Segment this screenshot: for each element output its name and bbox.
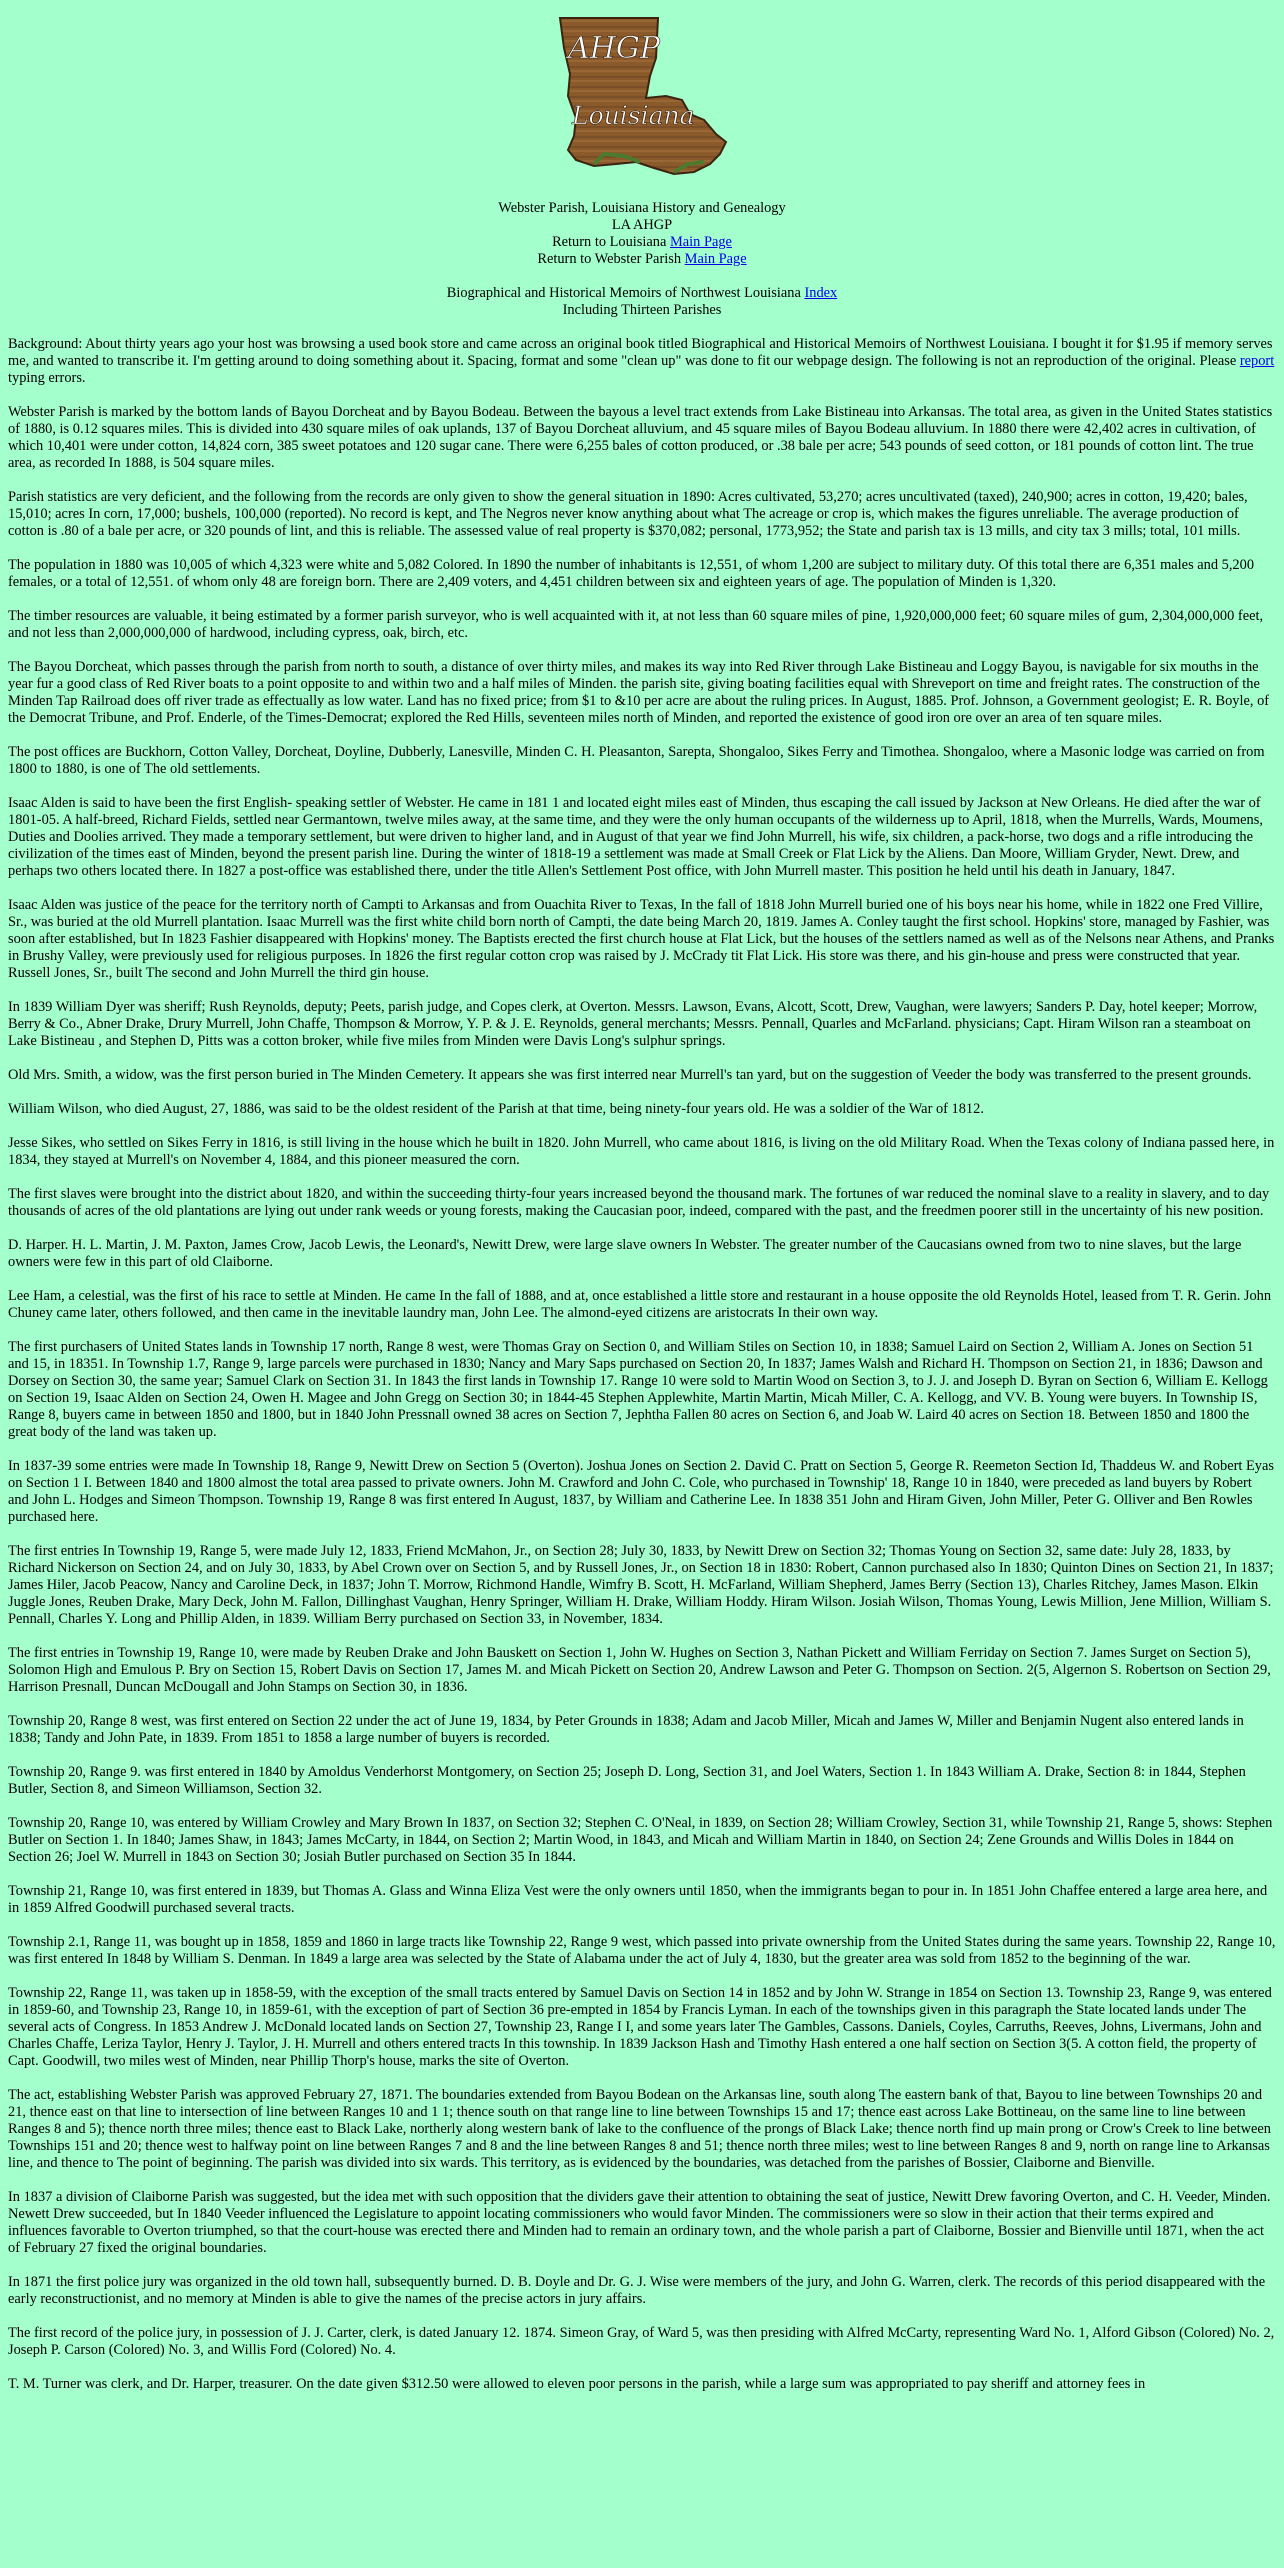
louisiana-main-page-link[interactable]: Main Page (669, 234, 732, 250)
page-title: Webster Parish, Louisiana History and Genealogy (498, 200, 786, 216)
article-paragraph: The first record of the police jury, in possession of J. J. Carter, clerk, is dated January 12. 1874. Simeon Gray, of Ward 5, was then presiding with Alfred McCarty, representing Ward No. 1, Alford Gibson (Colored) No. 2, Joseph P. Carson (Colored) No. 3, and Willis Ford (Colored) No. 4. (8, 2325, 1275, 2358)
louisiana-ahgp-logo (554, 14, 730, 176)
memoir-header (8, 285, 1276, 319)
webster-main-page-link[interactable]: Main Page (684, 251, 747, 267)
article-paragraph: The act, establishing Webster Parish was approved February 27, 1871. The boundaries extended from Bayou Bodean on the Arkansas line, south along The eastern bank of that, Bayou to line between Townships 20 and 21, thence east on that line to intersection of line between Ranges 10 and 1 1; thence south on that range line to line between Townships 15 and 17; thence east across Lake Bottineau, on the same line to line between Ranges 8 and 5); thence north three miles; thence east to Black Lake, northerly along western bank of lake to the confluence of the prongs of Black Lake; thence north find up main prong or Crow's Creek to line between Townships 151 and 20; thence west to halfway point on line between Ranges 7 and 8 and the line between Ranges 8 and 51; thence north three miles; west to line between Ranges 8 and 9, north on range line to Arkansas line, and thence to The point of beginning. The parish was divided into six wards. This territory, as is evidenced by the boundaries, was detached from the parishes of Bossier, Claiborne and Bienville. (8, 2087, 1271, 2171)
article-paragraph: In 1871 the first police jury was organized in the old town hall, subsequently burned. D. B. Doyle and Dr. G. J. Wise were members of the jury, and John G. Warren, clerk. The records of this period disappeared with the early reconstructionist, and no memory at Minden is able to give the names of the precise actors in jury affairs. (8, 2274, 1266, 2307)
memoir-subtitle: Including Thirteen Parishes (562, 302, 722, 318)
article-paragraph: The first purchasers of United States lands in Township 17 north, Range 8 west, were Thomas Gray on Section 0, and William Stiles on Section 10, in 1838; Samuel Laird on Section 2, William A. Jones on Section 51 and 15, in 18351. In Township 1.7, Range 9, large parcels were purchased in 1830; Nancy and Mary Saps purchased on Section 20, In 1837; James Walsh and Richard H. Thompson on Section 21, in 1836; Dawson and Dorsey on Section 30, the same year; Samuel Clark on Section 31. In 1843 the first lands in Township 17. Range 10 were sold to Martin Wood on Section 3, to J. J. and Joseph D. Byran on Section 6, William E. Kellogg on Section 19, Isaac Alden on Section 24, Owen H. Magee and John Gregg on Section 30; in 1844-45 Stephen Applewhite, Martin Martin, Micah Miller, C. A. Kellogg, and VV. B. Young were buyers. In Township IS, Range 8, buyers came in between 1850 and 1800, but in 1840 John Pressnall owned 38 acres on Section 7, Jephtha Fallen 80 acres on Section 6, and Joab W. Laird 40 acres on Section 18. Between 1850 and 1800 the great body of the land was taken up. (8, 1339, 1268, 1440)
return-webster-line (8, 251, 1276, 268)
article-paragraph: William Wilson, who died August, 27, 1886, was said to be the oldest resident of the Parish at that time, being ninety-four years old. He was a soldier of the War of 1812. (8, 1101, 984, 1117)
return-louisiana-text: Return to Louisiana (552, 234, 667, 250)
article-paragraph: The post offices are Buckhorn, Cotton Valley, Dorcheat, Doyline, Dubberly, Lanesville, Minden C. H. Pleasanton, Sarepta, Shongaloo, Sikes Ferry and Timothea. Shongaloo, where a Masonic lodge was carried on from 1800 to 1880, is one of The old settlements. (8, 744, 1265, 777)
article-paragraph: Township 21, Range 10, was first entered in 1839, but Thomas A. Glass and Winna Eliza Vest were the only owners until 1850, when the immigrants began to pour in. In 1851 John Chaffee entered a large area here, and in 1859 Alfred Goodwill purchased several tracts. (8, 1883, 1268, 1916)
article-paragraph: D. Harper. H. L. Martin, J. M. Paxton, James Crow, Jacob Lewis, the Leonard's, Newitt Drew, were large slave owners In Webster. The greater number of the Caucasians owned from two to nine slaves, but the large owners were few in this part of old Claiborne. (8, 1237, 1242, 1270)
article-paragraph: Township 20, Range 9. was first entered in 1840 by Amoldus Venderhorst Montgomery, on Section 25; Joseph D. Long, Section 31, and Joel Waters, Section 1. In 1843 William A. Drake, Section 8: in 1844, Stephen Butler, Section 8, and Simeon Williamson, Section 32. (8, 1764, 1246, 1797)
memoir-index-link[interactable]: Index (804, 285, 838, 301)
article-body (8, 404, 1276, 2393)
org-name: LA AHGP (611, 217, 673, 233)
memoir-title: Biographical and Historical Memoirs of Northwest Louisiana (446, 285, 801, 301)
article-paragraph: The Bayou Dorcheat, which passes through the parish from north to south, a distance of over thirty miles, and makes its way into Red River through Lake Bistineau and Loggy Bayou, is navigable for six mouths in the year fur a good class of Red River boats to a point opposite to and within two and a half miles of Minden. the parish site, giving boating facilities equal with Shreveport on time and freight rates. The construction of the Minden Tap Railroad does off river trade as effectually as low water. Land has no fixed price; from $1 to &10 per acre are about the ruling prices. In August, 1885. Prof. Johnson, a Government geologist; E. R. Boyle, of the Democrat Tribune, and Prof. Enderle, of the Times-Democrat; explored the Red Hills, seventeen miles north of Minden, and reported the existence of good iron ore over an area of ten square miles. (8, 659, 1270, 726)
background-text: Background: About thirty years ago your host was browsing a used book store and came across an original book titled Biographical and Historical Memoirs of Northwest Louisiana. I bought it for $1.95 if memory serves me, and wanted to transcribe it. I'm getting around to doing something about it. Spacing, format and some "clean up" was done to fit our webpage design. The following is not an reproduction of the original. Please (8, 336, 1273, 369)
article-paragraph: Parish statistics are very deficient, and the following from the records are only given to show the general situation in 1890: Acres cultivated, 53,270; acres uncultivated (taxed), 240,900; acres in cotton, 19,420; bales, 15,010; acres In corn, 17,000; bushels, 100,000 (reported). No record is kept, and The Negros never know anything about what The acreage or crop is, which makes the figures unreliable. The average production of cotton is .80 of a bale per acre, or 320 pounds of lint, and this is reliable. The assessed value of real property is $370,082; personal, 1773,952; the State and parish tax is 13 mills, and city tax 3 mills; total, 101 mills. (8, 489, 1248, 539)
article-paragraph: Township 20, Range 10, was entered by William Crowley and Mary Brown In 1837, on Section 32; Stephen C. O'Neal, in 1839, on Section 28; William Crowley, Section 31, while Township 21, Range 5, shows: Stephen Butler on Section 1. In 1840; James Shaw, in 1843; James McCarty, in 1844, on Section 2; Martin Wood, in 1843, and Micah and William Martin in 1840, on Section 24; Zene Grounds and Willis Doles in 1844 on Section 26; Joel W. Murrell in 1843 on Section 30; Josiah Butler purchased on Section 35 In 1844. (8, 1815, 1273, 1865)
article-paragraph: In 1839 William Dyer was sheriff; Rush Reynolds, deputy; Peets, parish judge, and Copes clerk, at Overton. Messrs. Lawson, Evans, Alcott, Scott, Drew, Vaughan, were lawyers; Sanders P. Day, hotel keeper; Morrow, Berry & Co., Abner Drake, Drury Murrell, John Chaffe, Thompson & Morrow, Y. P. & J. E. Reynolds, general merchants; Messrs. Pennall, Quarles and McFarland. physicians; Capt. Hiram Wilson ran a steamboat on Lake Bistineau , and Stephen D, Pitts was a cotton broker, while five miles from Minden were Davis Long's sulphur springs. (8, 999, 1258, 1049)
article-paragraph: T. M. Turner was clerk, and Dr. Harper, treasurer. On the date given $312.50 were allowed to eleven poor persons in the parish, while a large sum was appropriated to pay sheriff and attorney fees in (8, 2376, 1146, 2392)
article-paragraph: Old Mrs. Smith, a widow, was the first person buried in The Minden Cemetery. It appears she was first interred near Murrell's tan yard, but on the suggestion of Veeder the body was transferred to the present grounds. (8, 1067, 1252, 1083)
article-paragraph: Isaac Alden was justice of the peace for the territory north of Campti to Arkansas and from Ouachita River to Texas, In the fall of 1818 John Murrell buried one of his boys near his home, while in 1822 one Fred Villire, Sr., was buried at the old Murrell plantation. Isaac Murrell was the first white child born north of Campti, the date being March 20, 1819. James A. Conley taught the first school. Hopkins' store, managed by Fashier, was soon after established, but In 1823 Fashier disappeared with Hopkins' money. The Baptists erected the first church house at Flat Lick, but the houses of the settlers named as well as of the Nelsons near Athens, and Pranks in Brushy Valley, were previously used for religious purposes. In 1826 the first regular cotton crop was raised by J. McCrady tit Flat Lick. His store was there, and his gin-house and press were constructed that year. Russell Jones, Sr., built The second and John Murrell the third gin house. (8, 897, 1275, 981)
article-paragraph: Jesse Sikes, who settled on Sikes Ferry in 1816, is still living in the house which he built in 1820. John Murrell, who came about 1816, is living on the old Military Road. When the Texas colony of Indiana passed here, in 1834, they stayed at Murrell's on November 4, 1884, and this pioneer measured the corn. (8, 1135, 1275, 1168)
svg-text:Louisiana: Louisiana (572, 101, 695, 130)
report-link[interactable]: report (1239, 353, 1275, 369)
article-paragraph: The first entries In Township 19, Range 5, were made July 12, 1833, Friend McMahon, Jr., on Section 28; July 30, 1833, by Newitt Drew on Section 32; Thomas Young on Section 32, same date: July 28, 1833, by Richard Nickerson on Section 24, and on July 30, 1833, by Abel Crown over on Section 5, and by Russell Jones, Jr., on Section 18 in 1830: Robert, Cannon purchased also In 1830; Quinton Dines on Section 21, In 1837; James Hiler, Jacob Peacow, Nancy and Caroline Deck, in 1837; John T. Morrow, Richmond Handle, Wimfry B. Scott, H. McFarland, William Shepherd, James Berry (Section 13), Charles Ritchey, James Mason. Elkin Juggle Jones, Reuben Drake, Mary Deck, John M. Fallon, Dillinghast Vaughan, Henry Springer, William H. Drake, William Hoddy. Hiram Wilson. Josiah Wilson, Thomas Young, Lewis Million, Jene Million, William S. Pennall, Charles Y. Long and Phillip Alden, in 1839. William Berry purchased on Section 33, in November, 1834. (8, 1543, 1274, 1627)
return-webster-text: Return to Webster Parish (537, 251, 682, 267)
background-text-end: typing errors. (8, 370, 86, 386)
article-paragraph: The first entries in Township 19, Range 10, were made by Reuben Drake and John Bauskett on Section 1, John W. Hughes on Section 3, Nathan Pickett and William Ferriday on Section 7. James Surget on Section 5), Solomon High and Emulous P. Bry on Section 15, Robert Davis on Section 17, James M. and Micah Pickett on Section 20, Andrew Lawson and Peter G. Thompson on Section. 2(5, Algernon S. Robertson on Section 29, Harrison Presnall, Duncan McDougall and John Stamps on Section 30, in 1836. (8, 1645, 1271, 1695)
article-paragraph: The population in 1880 was 10,005 of which 4,323 were white and 5,082 Colored. In 1890 the number of inhabitants is 12,551, of whom 1,200 are subject to military duty. Of this total there are 6,351 males and 5,200 females, or a total of 12,551. of whom only 48 are foreign born. There are 2,409 voters, and 4,451 children between six and eighteen years of age. The population of Minden is 1,320. (8, 557, 1255, 590)
article-paragraph: Township 20, Range 8 west, was first entered on Section 22 under the act of June 19, 1834, by Peter Grounds in 1838; Adam and Jacob Miller, Micah and James W, Miller and Benjamin Nugent also entered lands in 1838; Tandy and John Pate, in 1839. From 1851 to 1858 a large number of buyers is recorded. (8, 1713, 1244, 1746)
article-paragraph: Lee Ham, a celestial, was the first of his race to settle at Minden. He came In the fall of 1888, and at, once established a little store and restaurant in a house opposite the old Reynolds Hotel, leased from T. R. Gerin. John Chuney came later, others followed, and then came in the inevitable laundry man, John Lee. The almond-eyed citizens are aristocrats In their own way. (8, 1288, 1272, 1321)
site-header (8, 200, 1276, 268)
logo-area (8, 0, 1276, 178)
article-paragraph: Township 2.1, Range 11, was bought up in 1858, 1859 and 1860 in large tracts like Township 22, Range 9 west, which passed into private ownership from the United States during the same years. Township 22, Range 10, was first entered In 1848 by William S. Denman. In 1849 a large area was selected by the State of Alabama under the act of July 4, 1830, but the greater area was sold from 1852 to the beginning of the war. (8, 1934, 1276, 1967)
article-paragraph: The first slaves were brought into the district about 1820, and within the succeeding thirty-four years increased beyond the thousand mark. The fortunes of war reduced the nominal slave to a reality in slavery, and to day thousands of acres of the old plantations are lying out under rank weeds or young forests, making the Caucasian poor, indeed, compared with the past, and the freedmen poorer still in the uncertainty of his new position. (8, 1186, 1270, 1219)
article-paragraph: Webster Parish is marked by the bottom lands of Bayou Dorcheat and by Bayou Bodeau. Between the bayous a level tract extends from Lake Bistineau into Arkansas. The total area, as given in the United States statistics of 1880, is 0.12 squares miles. This is divided into 430 square miles of oak uplands, 137 of Bayou Dorcheat alluvium, and 45 square miles of Bayou Bodeau alluvium. In 1880 there were 42,402 acres in cultivation, of which 10,401 were under cotton, 14,824 corn, 385 sweet potatoes and 120 sugar cane. There were 6,255 bales of cotton produced, or .38 bale per acre; 543 pounds of seed cotton, or 181 pounds of cotton lint. The true area, as recorded In 1888, is 504 square miles. (8, 404, 1273, 471)
background-paragraph (8, 336, 1276, 387)
article-paragraph: In 1837-39 some entries were made In Township 18, Range 9, Newitt Drew on Section 5 (Overton). Joshua Jones on Section 2. David C. Pratt on Section 5, George R. Reemeton Section Id, Thaddeus W. and Robert Eyas on Section 1 I. Between 1840 and 1800 almost the total area passed to private owners. John M. Crawford and John C. Cole, who purchased in Township' 18, Range 10 in 1840, were preceded as land buyers by Robert and John L. Hodges and Simeon Thompson. Township 19, Range 8 was first entered In August, 1837, by William and Catherine Lee. In 1838 351 John and Hiram Given, John Miller, Peter G. Olliver and Ben Rowles purchased here. (8, 1458, 1274, 1525)
article-paragraph: Isaac Alden is said to have been the first English- speaking settler of Webster. He came in 181 1 and located eight miles east of Minden, thus escaping the call issued by Jackson at New Orleans. He died after the war of 1801-05. A half-breed, Richard Fields, settled near Germantown, twelve miles away, at the same time, and they were the only human occupants of the wilderness up to April, 1818, when the Murrells, Wards, Moumens, Duties and Doolies arrived. They made a temporary settlement, but were driven to higher land, and in August of that year we find John Murrell, his wife, six children, a pack-horse, two dogs and a rifle introducing the civilization of the times east of Minden, beyond the present parish line. During the winter of 1818-19 a settlement was made at Small Creek or Flat Lick by the Aliens. Dan Moore, William Gryder, Newt. Drew, and perhaps two others located there. In 1827 a post-office was established there, under the title Allen's Settlement Post office, with John Murrell master. This position he held until his death in January, 1847. (8, 795, 1263, 879)
article-paragraph: Township 22, Range 11, was taken up in 1858-59, with the exception of the small tracts entered by Samuel Davis on Section 14 in 1852 and by John W. Strange in 1854 on Section 13. Township 23, Range 9, was entered in 1859-60, and Township 23, Range 10, in 1859-61, with the exception of part of Section 36 pre-empted in 1854 by Francis Lyman. In each of the townships given in this paragraph the State located lands under The several acts of Congress. In 1853 Andrew J. McDonald located lands on Section 27, Township 23, Range I I, and some years later The Gambles, Cassons. Daniels, Coyles, Carruths, Reeves, Johns, Livermans, John and Charles Chaffe, Leriza Taylor, Henry J. Taylor, J. H. Murrell and others entered tracts In this township. In 1839 Jackson Hash and Timothy Hash entered a one half section on Section 3(5. A cotton field, the property of Capt. Goodwill, two miles west of Minden, near Phillip Thorp's house, marks the site of Overton. (8, 1985, 1272, 2069)
memoir-title-line (8, 285, 1276, 302)
return-louisiana-line (8, 234, 1276, 251)
article-paragraph: The timber resources are valuable, it being estimated by a former parish surveyor, who is well acquainted with it, at not less than 60 square miles of pine, 1,920,000,000 feet; 60 square miles of gum, 2,304,000,000 feet, and not less than 2,000,000,000 of hardwood, including cypress, oak, birch, etc. (8, 608, 1264, 641)
svg-text:AHGP: AHGP (568, 31, 660, 66)
article-paragraph: In 1837 a division of Claiborne Parish was suggested, but the idea met with such opposition that the dividers gave their attention to obtaining the seat of justice, Newitt Drew favoring Overton, and C. H. Veeder, Minden. Newett Drew succeeded, but In 1840 Veeder influenced the Legislature to appoint locating commissioners who would favor Minden. The commissioners were so slow in their action that their terms expired and influences favorable to Overton triumphed, so that the court-house was erected there and Minden had to remain an ordinary town, and the whole parish a part of Claiborne, Bossier and Bienville until 1871, when the act of February 27 fixed the original boundaries. (8, 2189, 1271, 2256)
